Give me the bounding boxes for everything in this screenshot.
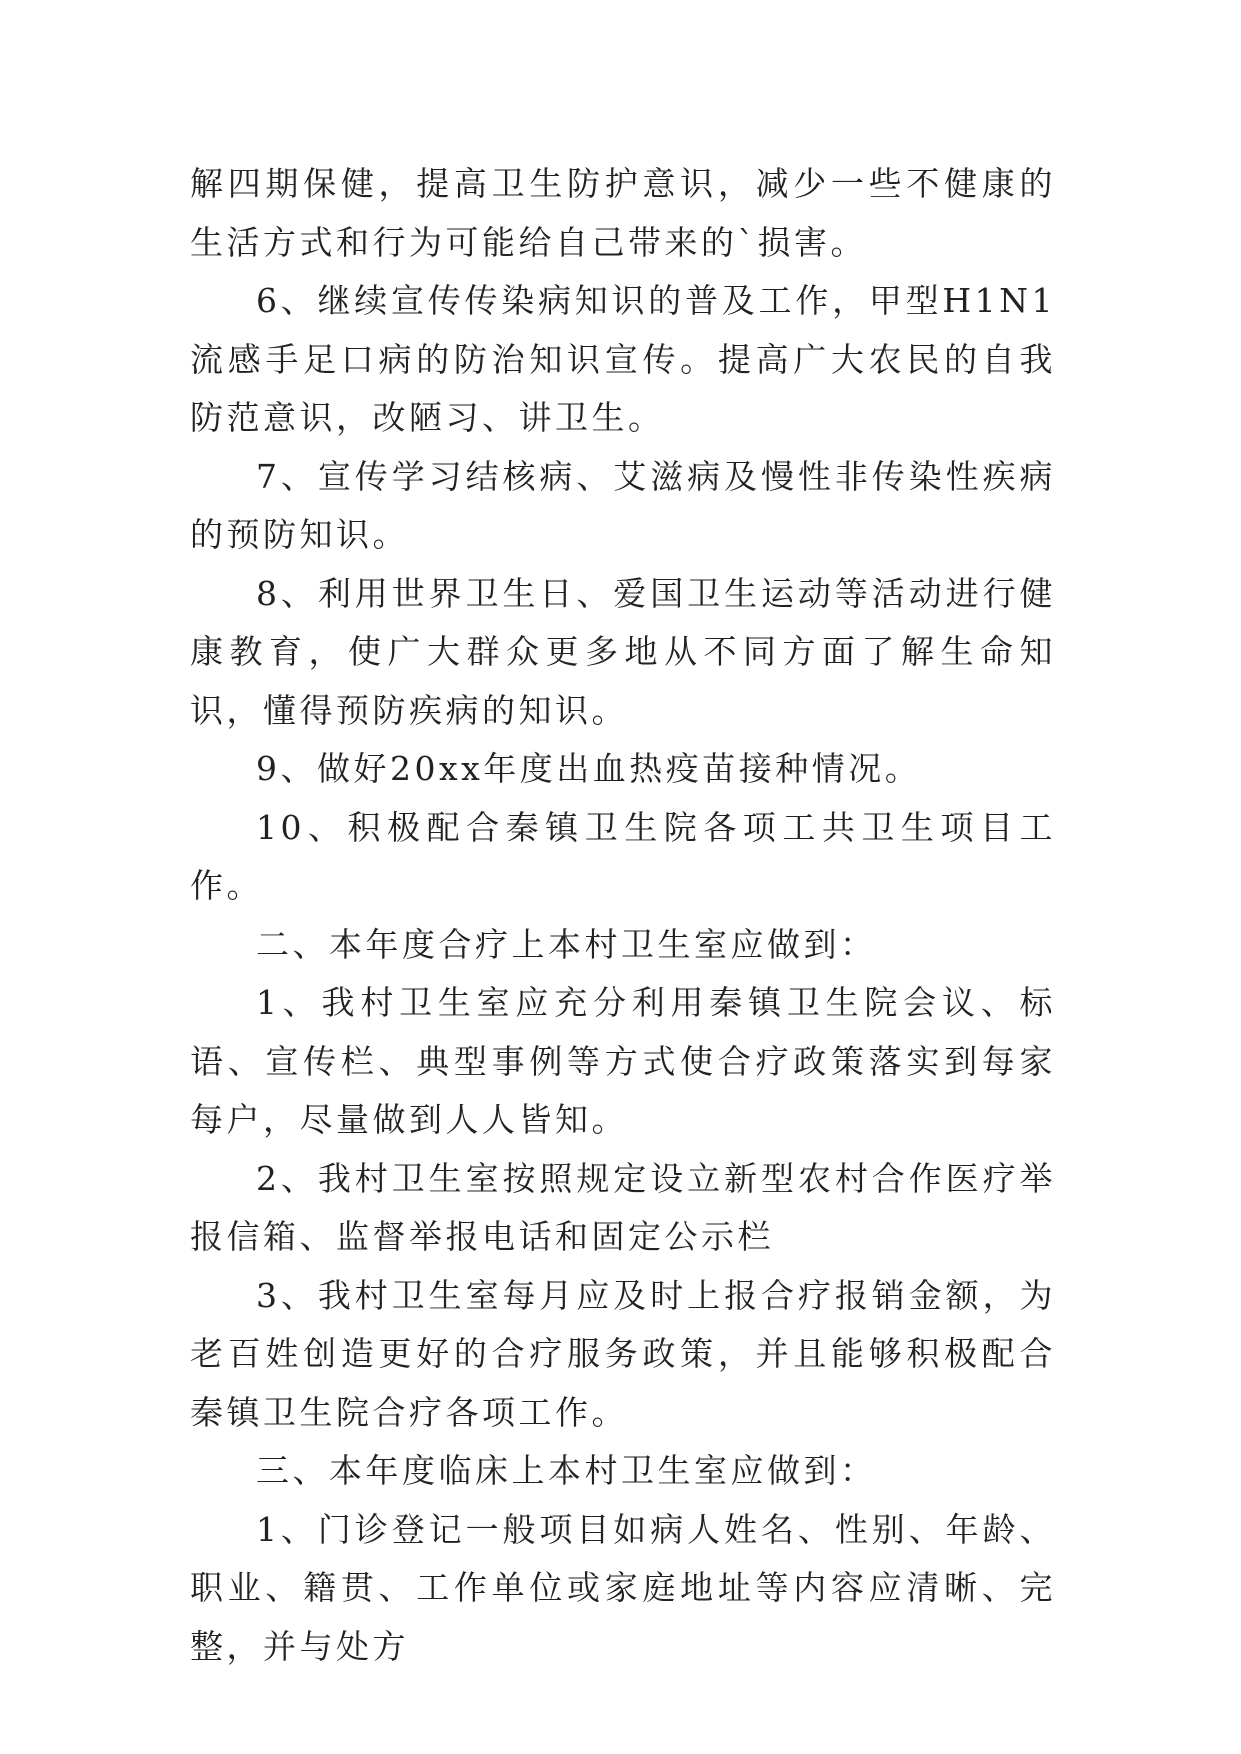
paragraph-item-2-3: 3、我村卫生室每月应及时上报合疗报销金额，为老百姓创造更好的合疗服务政策，并且能够积极配合秦镇卫生院合疗各项工作。 (190, 1275, 1056, 1432)
paragraph-item-10: 10、积极配合秦镇卫生院各项工共卫生项目工作。 (190, 807, 1056, 905)
paragraph-item-2-2: 2、我村卫生室按照规定设立新型农村合作医疗举报信箱、监督举报电话和固定公示栏 (190, 1158, 1056, 1256)
paragraph-item-6: 6、继续宣传传染病知识的普及工作，甲型H1N1流感手足口病的防治知识宣传。提高广大农民的自我防范意识，改陋习、讲卫生。 (190, 281, 1056, 437)
paragraph-item-9: 9、做好20xx年度出血热疫苗接种情况。 (256, 749, 922, 788)
paragraph-continuation: 解四期保健，提高卫生防护意识，减少一些不健康的生活方式和行为可能给自己带来的`损害。 (190, 164, 1056, 262)
section-heading-3: 三、本年度临床上本村卫生室应做到： (256, 1451, 877, 1490)
document-body (190, 155, 1056, 1676)
paragraph-item-3-1: 1、门诊登记一般项目如病人姓名、性别、年龄、职业、籍贯、工作单位或家庭地址等内容应清晰、完整，并与处方 (190, 1509, 1056, 1666)
section-heading-2: 二、本年度合疗上本村卫生室应做到： (256, 924, 877, 964)
paragraph-item-7: 7、宣传学习结核病、艾滋病及慢性非传染性疾病的预防知识。 (190, 456, 1056, 554)
paragraph-item-8: 8、利用世界卫生日、爱国卫生运动等活动进行健康教育，使广大群众更多地从不同方面了解生命知识，懂得预防疾病的知识。 (190, 573, 1056, 730)
paragraph-item-2-1: 1、我村卫生室应充分利用秦镇卫生院会议、标语、宣传栏、典型事例等方式使合疗政策落实到每家每户，尽量做到人人皆知。 (190, 983, 1056, 1139)
